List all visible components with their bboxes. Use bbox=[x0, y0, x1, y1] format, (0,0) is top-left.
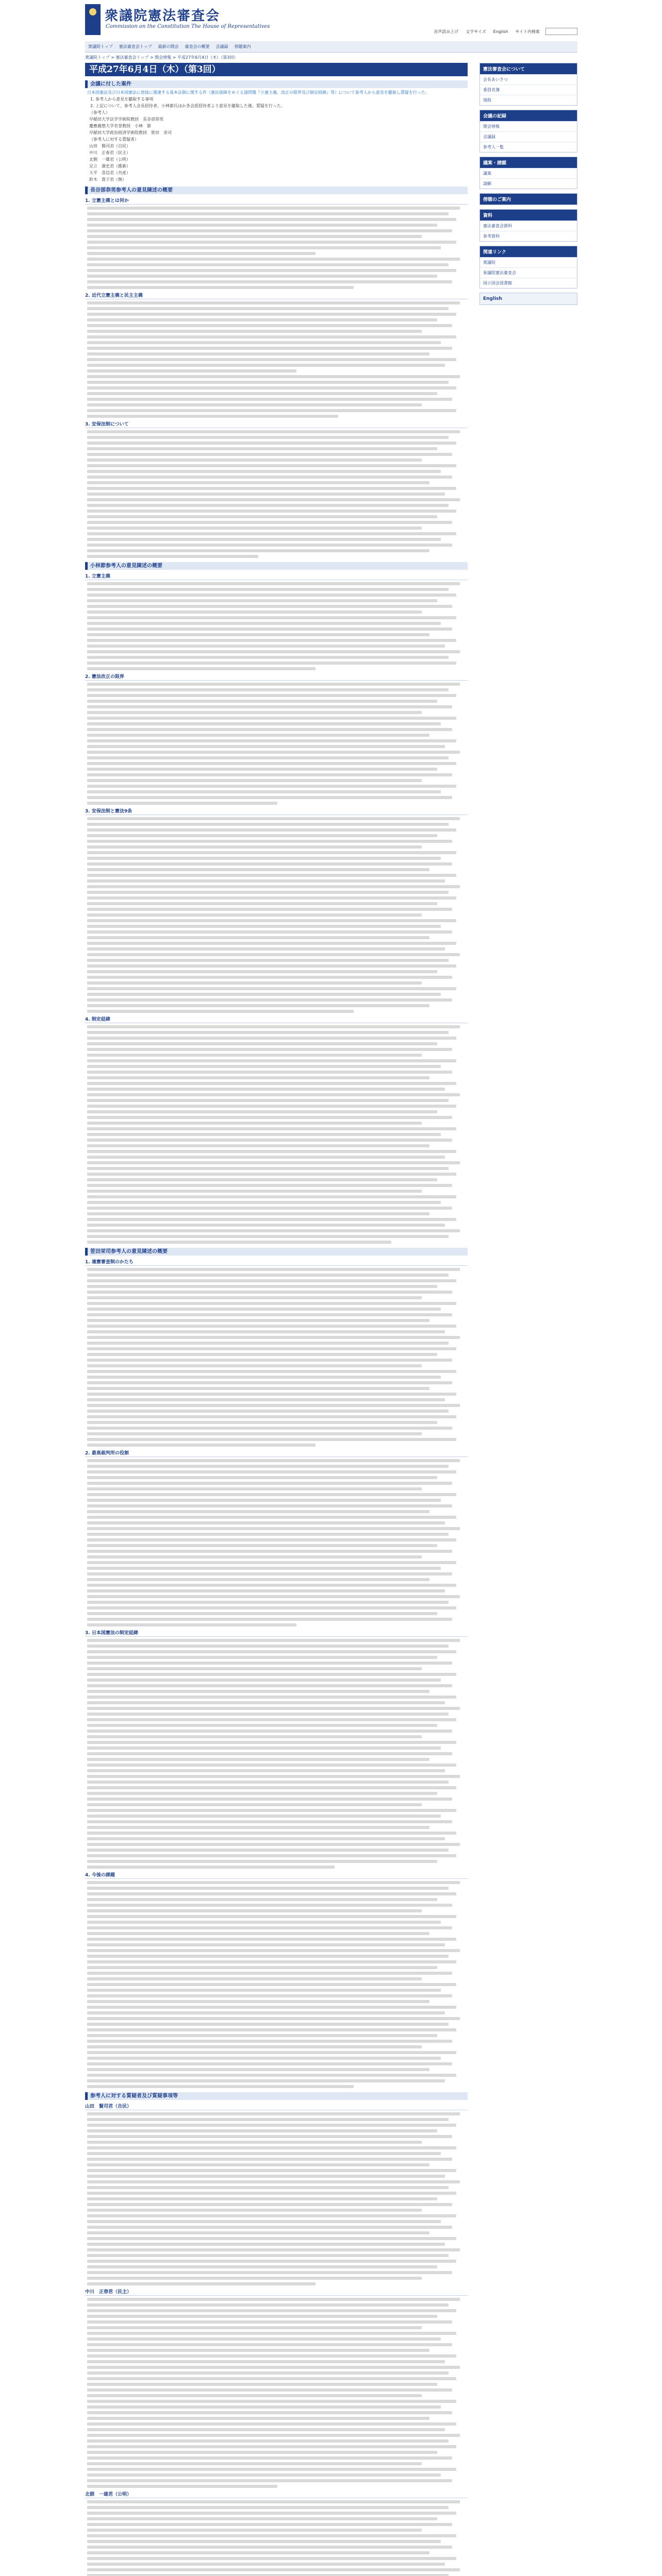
sidebar-heading[interactable]: 憲法審査会について bbox=[480, 63, 577, 74]
text-block bbox=[87, 2112, 468, 2285]
site-subtitle: Commission on the Constitution The House of Representatives bbox=[106, 24, 270, 29]
text-block bbox=[87, 683, 468, 805]
sidebar-item[interactable]: 参考人一覧 bbox=[480, 142, 577, 152]
sidebar-box-records bbox=[479, 110, 577, 152]
member-item: 慶應義塾大学名誉教授 小林 節 bbox=[89, 124, 151, 128]
member-item: 早稲田大学法学学術院教授 長谷部恭男 bbox=[89, 117, 163, 122]
text-block bbox=[87, 1025, 468, 1244]
agenda-item: 1. 参考人から意見を聴取する事項 bbox=[90, 97, 154, 101]
text-block bbox=[87, 1459, 468, 1626]
agenda-text: 日本国憲法及び日本国憲法に密接に関連する基本法制に関する件（憲法保障をめぐる諸問題『立憲主義、改正の限界及び制定経緯』等）について参考人から意見を聴取し質疑を行った。 bbox=[87, 90, 429, 95]
questioner-heading: 中川 正春君（民主） bbox=[85, 2288, 468, 2296]
text-block bbox=[87, 817, 468, 1013]
subsection-heading: 2. 最高裁判所の役割 bbox=[85, 1449, 468, 1457]
sidebar-heading[interactable]: 資料 bbox=[480, 210, 577, 221]
text-block bbox=[87, 2500, 468, 2576]
font-size-link[interactable]: 文字サイズ bbox=[466, 29, 486, 34]
sidebar-item[interactable]: 請願 bbox=[480, 178, 577, 189]
english-link[interactable]: English bbox=[493, 29, 508, 34]
sidebar-item[interactable]: 会長あいさつ bbox=[480, 74, 577, 84]
sidebar-item[interactable]: 国立国会図書館 bbox=[480, 278, 577, 288]
section-heading-questions: 参考人に対する質疑者及び質疑事項等 bbox=[85, 2092, 468, 2100]
sidebar bbox=[479, 63, 577, 308]
questioner-item: 中川 正春君（民主） bbox=[89, 150, 130, 155]
nav-item-commission-top[interactable]: 憲法審査会トップ bbox=[119, 44, 152, 49]
section-heading-kobayashi: 小林節参考人の意見陳述の概要 bbox=[85, 562, 468, 570]
subsection-heading: 1. 立憲主義とは何か bbox=[85, 197, 468, 205]
sidebar-heading[interactable]: 関連リンク bbox=[480, 246, 577, 257]
sidebar-heading[interactable]: 議案・請願 bbox=[480, 157, 577, 168]
search-label: サイト内検索 bbox=[515, 29, 540, 34]
sidebar-item[interactable]: 衆議院 bbox=[480, 257, 577, 267]
section-heading-sasada: 笹田栄司参考人の意見陳述の概要 bbox=[85, 1248, 468, 1256]
main-content bbox=[85, 63, 468, 2576]
questioner-item: 足立 康史君（維新） bbox=[89, 164, 130, 168]
questioners-heading: （参考人に対する質疑者） bbox=[89, 137, 139, 142]
text-block bbox=[87, 2298, 468, 2488]
subsection-heading: 4. 制定経緯 bbox=[85, 1015, 468, 1023]
logo-icon[interactable] bbox=[85, 4, 101, 35]
subsection-heading: 2. 憲法改正の限界 bbox=[85, 673, 468, 681]
subsection-heading: 1. 立憲主義 bbox=[85, 572, 468, 580]
sidebar-heading[interactable]: 傍聴のご案内 bbox=[480, 194, 577, 205]
sidebar-box-links bbox=[479, 246, 577, 289]
text-block bbox=[87, 1639, 468, 1869]
subsection-heading: 1. 違憲審査制のかたち bbox=[85, 1258, 468, 1266]
sidebar-item[interactable]: 開会情報 bbox=[480, 121, 577, 131]
sidebar-item[interactable]: 参議院憲法審査会 bbox=[480, 267, 577, 278]
header-links bbox=[432, 28, 577, 35]
text-block bbox=[87, 1268, 468, 1447]
sidebar-item[interactable]: 委員名簿 bbox=[480, 84, 577, 95]
nav-item-latest[interactable]: 最新の開会 bbox=[158, 44, 179, 49]
member-item: 早稲田大学政治経済学術院教授 笹田 栄司 bbox=[89, 130, 172, 135]
sidebar-item[interactable]: 参考資料 bbox=[480, 231, 577, 241]
section-heading-agenda: 会議に付した案件 bbox=[85, 80, 468, 88]
questioner-heading: 山田 賢司君（自民） bbox=[85, 2103, 468, 2110]
members-heading: （参考人） bbox=[89, 110, 110, 115]
nav-item-minutes[interactable]: 会議録 bbox=[216, 44, 228, 49]
subsection-heading: 3. 安保法制と憲法9条 bbox=[85, 807, 468, 815]
section-heading-hasebe: 長谷部恭男参考人の意見陳述の概要 bbox=[85, 187, 468, 194]
subsection-heading: 3. 安保法制について bbox=[85, 420, 468, 428]
breadcrumb[interactable]: 衆議院トップ > 憲法審査会トップ > 開会情報 > 平成27年6月4日（木）（第3回） bbox=[85, 55, 238, 60]
sidebar-box-bills bbox=[479, 157, 577, 189]
sidebar-item[interactable]: 議案 bbox=[480, 168, 577, 178]
nav-item-visit[interactable]: 傍聴案内 bbox=[234, 44, 251, 49]
text-block bbox=[87, 430, 468, 558]
subsection-heading: 4. 今後の課題 bbox=[85, 1871, 468, 1879]
sidebar-item[interactable]: 規程 bbox=[480, 95, 577, 105]
questioner-item: 山田 賢司君（自民） bbox=[89, 144, 130, 148]
subsection-heading: 3. 日本国憲法の制定経緯 bbox=[85, 1629, 468, 1637]
text-block bbox=[87, 207, 468, 289]
search-input[interactable] bbox=[545, 28, 577, 35]
nav-item-home[interactable]: 衆議院トップ bbox=[88, 44, 113, 49]
text-block bbox=[87, 1881, 468, 2088]
questioner-heading: 北側 一雄君（公明） bbox=[85, 2490, 468, 2498]
sidebar-item[interactable]: 会議録 bbox=[480, 131, 577, 142]
questioner-item: 北側 一雄君（公明） bbox=[89, 157, 130, 162]
sidebar-item[interactable]: 憲法審査会資料 bbox=[480, 221, 577, 231]
text-block bbox=[87, 582, 468, 670]
sidebar-box-about bbox=[479, 63, 577, 106]
sidebar-heading[interactable]: 会議の記録 bbox=[480, 110, 577, 121]
sidebar-box-materials bbox=[479, 209, 577, 242]
text-block bbox=[87, 301, 468, 418]
site-header bbox=[85, 4, 577, 40]
english-button[interactable]: English bbox=[479, 293, 577, 305]
top-nav bbox=[85, 41, 577, 53]
subsection-heading: 2. 近代立憲主義と民主主義 bbox=[85, 292, 468, 299]
nav-item-overview[interactable]: 審査会の概要 bbox=[185, 44, 210, 49]
page-title: 平成27年6月4日（木）（第3回） bbox=[85, 63, 468, 76]
site-title[interactable]: 衆議院憲法審査会 bbox=[105, 8, 221, 24]
agenda-item: 2. 上記について、参考人会長招待者、小林節氏ほか各会派招待者より意見を聴取した後、質疑を行った。 bbox=[90, 104, 285, 108]
questioner-item: 鈴木 貴子君（無） bbox=[89, 177, 126, 182]
sidebar-box-visit bbox=[479, 193, 577, 205]
read-aloud-link[interactable]: 音声読み上げ bbox=[434, 29, 459, 34]
questioner-item: 大平 喜信君（共産） bbox=[89, 171, 130, 175]
